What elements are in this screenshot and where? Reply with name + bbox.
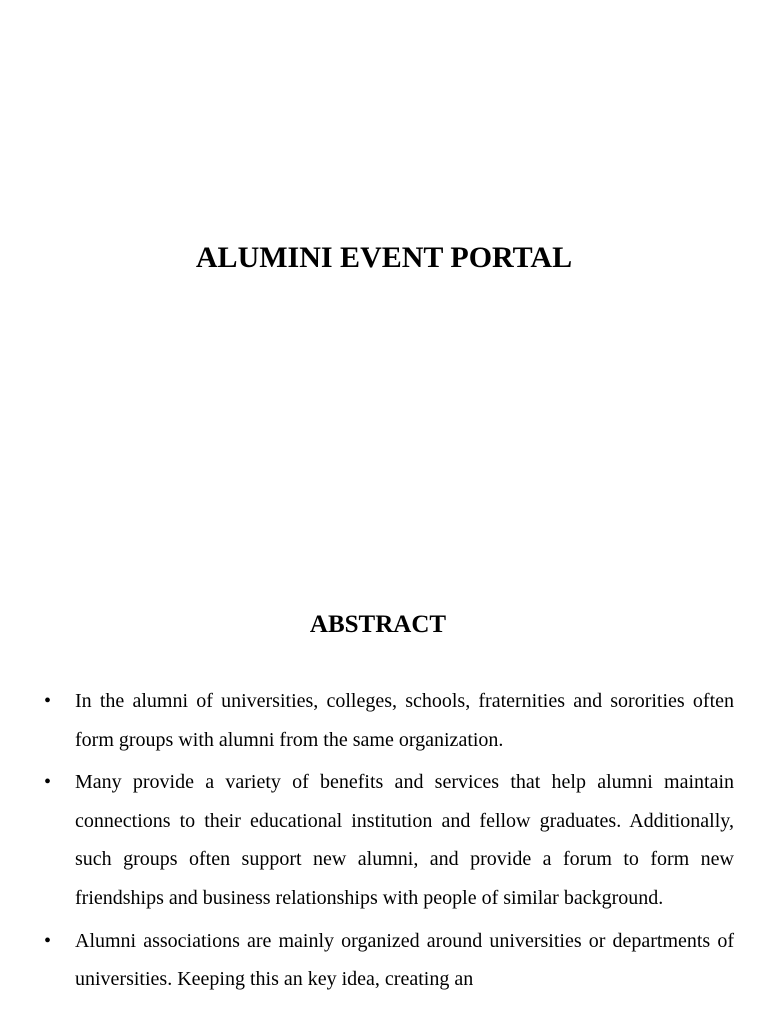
abstract-heading: ABSTRACT [309, 611, 447, 638]
bullet-text: Many provide a variety of benefits and services that help alumni maintain connections to their educational institution and fellow graduates. Additionally, such groups often support new alumni, and provide a forum to form new friendships and business relationships with people of similar background. [75, 771, 734, 909]
abstract-bullet-list [44, 682, 734, 1003]
bullet-text: Alumni associations are mainly organized around universities or departments of universities. Keeping this an key idea, creating an [75, 929, 734, 991]
bullet-item [44, 763, 734, 917]
bullet-icon: • [44, 771, 52, 794]
bullet-item [44, 922, 734, 999]
document-title: ALUMINI EVENT PORTAL [195, 241, 573, 274]
bullet-icon: • [44, 690, 52, 712]
bullet-item [44, 682, 734, 759]
bullet-text: In the alumni of universities, colleges, schools, fraternities and sororities often form groups with alumni from the same organization. [75, 690, 734, 751]
bullet-icon: • [44, 929, 52, 952]
